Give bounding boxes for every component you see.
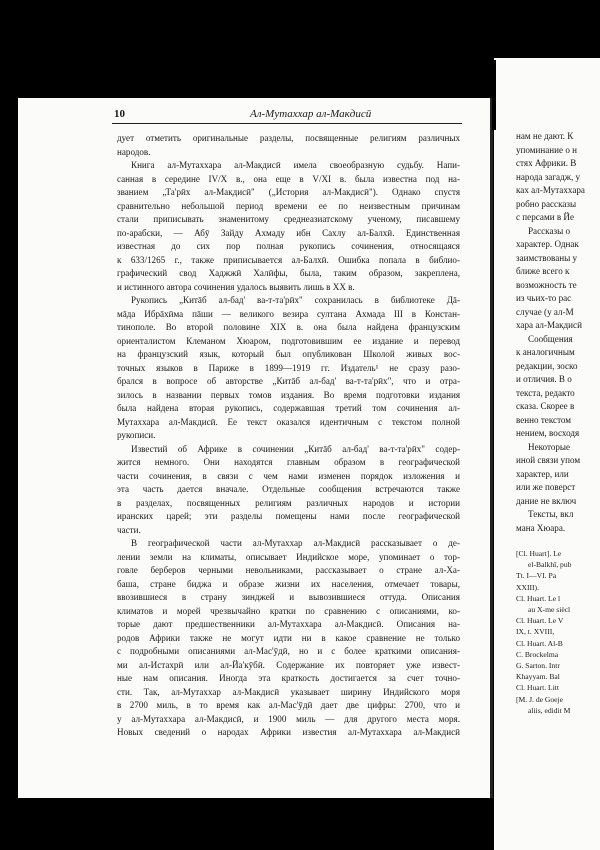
text-line: родов Африки также не могут идти ни в какое сравнение не только [117,632,460,643]
text-line: к аналогичным [516,347,575,357]
text-line: Рассказы о [528,225,571,236]
text-line: зилось в названии первых томов издания. Во время подготовки издания [117,389,460,400]
reference-line: [Cl. Huart]. Le [516,549,562,558]
text-line: части сочинения, в связи с чем нами изменен порядок изложения и [117,470,460,481]
reference-line: XXIII). [516,582,539,592]
text-line: сти. Так, ал-Мутаххар ал-Макдисӣ указывает ширину Индийского моря [117,686,460,697]
text-line: званием „Та'рӣх ал-Макдисӣ" („История ал-Макдисӣ"). Однако спустя [117,187,460,197]
text-line: стали приписывать знаменитому среднеазиатскому ученому, писавшему [117,214,460,224]
reference-line: Cl. Huart. Litt [516,683,560,693]
reference-line: Cl. Huart. Al-B [516,638,563,648]
text-line: Книга ал-Мутаххара ал-Макдисӣ имела своеобразную судьбу. Напи- [131,160,460,170]
text-line: торые дают предшественники ал-Мутаххара ал-Макдисӣ. Описания на- [117,619,460,629]
gutter-shadow [490,98,493,798]
text-line: тинополе. Во второй половине XIX в. она была найдена французским [117,322,460,332]
text-line: части. [117,524,141,535]
text-line: текста, редакто [516,387,575,398]
text-line: ми ал-Истахрӣ или ал-Йа'кӯбӣ. Содержание их повторяет уже извест- [117,659,460,670]
page-edge-mark [492,60,496,130]
text-line: говле берберов черными невольниками, рассказывает о стране ал-Ха- [117,565,460,575]
reference-line: Tt. I—VI. Pa [516,571,557,581]
text-line: народов. [117,146,151,157]
text-line: Рукопись „Китāб ал-бад' ва-т-та'рӣх" сохранилась в библиотеке Дā- [131,295,460,305]
text-line: упоминание о н [516,144,578,155]
text-line: из чьих-то рас [516,293,572,303]
text-line: возможность те [516,279,577,290]
reference-line: IX, t. XVIII, [516,627,555,637]
header-rule [112,123,462,124]
text-line: Известий об Африке в сочинении „Китāб ал-бад' ва-т-та'рӣх" содер- [131,443,460,454]
text-line: дание не включ [516,495,577,506]
text-line: в разделах, посвященных религиям различных народов и истории [117,497,460,508]
text-line: или же поверст [516,482,576,492]
reference-line: Cl. Huart. Le V [516,616,564,626]
text-line: случае (у ал-М [516,306,574,317]
text-line: характер, или [516,468,569,479]
text-line: дует отметить оригинальные разделы, посвященные религиям различных [117,133,460,143]
text-line: Мутаххара ал-Макдисӣ. Ее текст оказался идентичным с текстом полной [117,416,460,427]
text-line: и истинного автора сочинения удалось выявить лишь в XX в. [117,281,355,292]
text-line: климатов и морей чрезвычайно кратки по сравнению с описаниями, ко- [117,605,460,616]
text-line: характер. Однак [516,239,579,249]
text-line: нением, восходя [516,428,580,438]
text-line: баша, стране биджа и образе жизни их населения, отмечает товары, [117,578,460,589]
text-line: лении земли на климаты, описывает Индийское море, упоминает о тор- [117,551,460,562]
text-line: рукописи. [117,430,156,440]
reference-line: Khayyam. Bal [516,672,560,682]
text-line: в 2700 миль, в то время как ал-Мас'ӯдӣ дает две цифры: 2700, что и [117,700,460,710]
page-number: 10 [114,108,125,120]
text-line: и отличия. В о [516,374,572,384]
reference-line: au X-me siècl [528,605,571,615]
text-line: с персами в Йе [516,212,575,222]
text-line: стях Африки. В [516,158,577,168]
text-line: Тексты, вкл [528,509,574,519]
reference-line: Cl. Huart. Le l [516,593,561,603]
text-line: была найдена вторая рукопись, содержавшая третий том сочинения ал- [117,403,460,413]
reference-line: G. Sarton. Intr [516,661,560,671]
text-line: хара ал-Макдисӣ [516,320,582,330]
text-line: ориенталистом Клеманом Хюаром, подготовившим ее издание и перевод [117,335,460,346]
text-line: ввозившиеся в страну зинджей и вывозившиеся оттуда. Описания [117,592,460,602]
text-line: нам не дают. К [516,131,574,141]
text-line: с подробными описаниями ал-Мас'ӯдӣ, но и с более краткими описания- [117,646,460,656]
right-page-references [516,548,600,728]
text-line: у ал-Мутаххара ал-Макдисӣ, и 1900 миль — для другого места моря. [117,713,460,724]
left-page-body [117,132,460,752]
text-line: В географической части ал-Мутаххар ал-Макдисӣ рассказывает о де- [131,538,460,548]
reference-line: C. Brockelma [516,649,559,659]
text-line: известная до сих пор полная рукопись сочинения, относящаяся [117,241,460,251]
text-line: эта часть дается вначале. Отдельные сообщения встречаются также [117,484,460,494]
text-line: Некоторые [528,441,571,452]
reference-line: el-Balkhî, pub [528,560,572,570]
text-line: жится немного. Они находятся главным образом в географической [117,457,460,467]
text-line: ках ал-Мутаххара [516,185,585,195]
reference-line: [M. J. de Goeje [516,694,564,704]
text-line: мāда Ибрāхӣма пāши — великого везира султана Ахмада III в Констан- [117,308,460,319]
text-line: к 633/1265 г., также приписывается ал-Балхӣ. Ошибка попала в библио- [117,254,460,265]
text-line: санная в середине IV/X в., она еще в V/XI в. была известна под на- [117,173,460,184]
right-page-body [516,130,600,850]
text-line: брался в вопросе об авторстве „Китāб ал-бад' ва-т-та'рӣх", что и отра- [117,376,460,386]
text-line: сравнительно небольшой период времени ее по неизвестным причинам [117,200,460,211]
text-line: Новых сведений о народах Африки известия ал-Мутаххара ал-Макдисӣ [117,727,460,737]
text-line: иранских царей; эти разделы помещены нами после географической [117,511,460,521]
text-line: венно текстом [516,414,572,425]
running-title: Ал-Мутаххар ал-Макдисӣ [250,108,372,120]
text-line: мана Хюара. [516,522,566,533]
text-line: по-арабски, — Абӯ Зайду Ахмаду ибн Сахлу ал-Балхӣ. Единственная [117,227,460,238]
text-line: ближе всего к [516,266,570,276]
text-line: робно рассказы [516,198,577,209]
text-line: заимствованы у [516,252,578,263]
text-line: точных языков в Париже в 1899—1919 гг. Издатель¹ не сразу разо- [117,362,460,373]
reference-line: aliis, edidit M [528,705,571,715]
text-line: графический свод Хаджжӣ Халӣфы, была, таким образом, закреплена, [117,268,460,278]
text-line: сказа. Скорее в [516,401,575,411]
text-line: народа загадж, у [516,171,581,182]
text-line: на французский язык, который был опубликован Школой живых вос- [117,349,460,359]
text-line: ные нам описания. Иногда эта краткость достигается за счет точно- [117,673,460,683]
text-line: Сообщения [528,333,573,344]
text-line: иной связи упом [516,455,581,465]
text-line: редакции, зоско [516,360,578,371]
running-header [112,108,462,124]
